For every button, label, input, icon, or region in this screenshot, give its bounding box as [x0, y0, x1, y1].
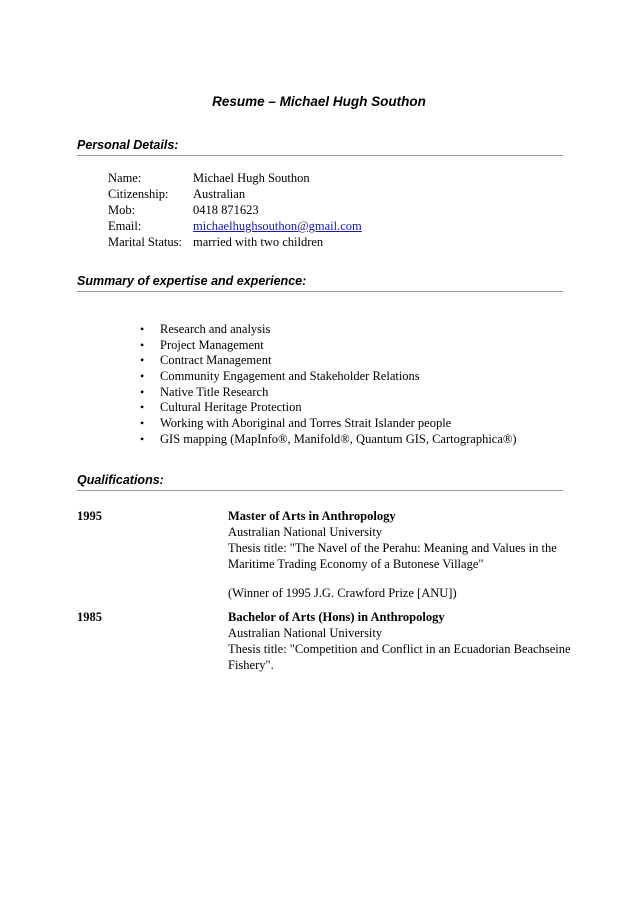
qualification-degree: Bachelor of Arts (Hons) in Anthropology — [228, 610, 445, 624]
document-title: Resume – Michael Hugh Southon — [212, 94, 426, 109]
list-item-text: Native Title Research — [160, 384, 269, 399]
detail-label: Marital Status: — [108, 235, 182, 249]
list-item — [140, 384, 517, 400]
qualification-year: 1985 — [77, 610, 102, 624]
email-value — [193, 218, 362, 234]
list-item — [140, 321, 517, 337]
detail-row-email — [108, 218, 362, 234]
list-item-text: Contract Management — [160, 353, 272, 368]
qualification-thesis-line-1: Thesis title: "Competition and Conflict in an Ecuadorian Beachseine — [228, 642, 571, 656]
qualifications-heading: Qualifications: — [77, 473, 563, 491]
detail-value: Australian — [193, 187, 246, 201]
detail-label: Mob: — [108, 203, 136, 217]
list-item-text: Community Engagement and Stakeholder Relations — [160, 369, 420, 384]
list-item-text: Working with Aboriginal and Torres Strait Islander people — [160, 416, 452, 431]
list-item-text: Project Management — [160, 337, 264, 352]
personal-details-table — [108, 170, 362, 250]
skills-list — [140, 321, 517, 447]
list-item — [140, 415, 517, 431]
qualification-degree: Master of Arts in Anthropology — [228, 509, 396, 523]
detail-label: Name: — [108, 171, 142, 185]
qualification-body — [228, 609, 598, 673]
list-item-text: Cultural Heritage Protection — [160, 400, 302, 415]
bullet-icon: • — [140, 353, 145, 368]
qualification-institution: Australian National University — [228, 626, 383, 640]
bullet-icon: • — [140, 337, 145, 352]
bullet-icon: • — [140, 384, 145, 399]
list-item — [140, 399, 517, 415]
bullet-icon: • — [140, 322, 145, 336]
qualification-thesis-line-2: Maritime Trading Economy of a Butonese Village" — [228, 557, 484, 571]
bullet-icon: • — [140, 431, 145, 446]
detail-row-mobile — [108, 202, 362, 218]
list-item — [140, 352, 517, 368]
list-item-text: GIS mapping (MapInfo®, Manifold®, Quantum GIS, Cartographica®) — [160, 431, 517, 446]
detail-label: Email: — [108, 219, 142, 233]
bullet-icon: • — [140, 369, 145, 384]
list-item — [140, 368, 517, 384]
detail-value: Michael Hugh Southon — [193, 171, 310, 185]
spacer — [228, 572, 598, 585]
personal-details-heading: Personal Details: — [77, 138, 563, 156]
qualification-thesis-line-1: Thesis title: "The Navel of the Perahu: Meaning and Values in the — [228, 541, 557, 555]
detail-label: Citizenship: — [108, 187, 169, 201]
detail-row-citizenship — [108, 186, 362, 202]
list-item — [140, 431, 517, 447]
qualification-institution: Australian National University — [228, 525, 383, 539]
bullet-icon: • — [140, 416, 145, 431]
qualification-year: 1995 — [77, 509, 102, 523]
bullet-icon: • — [140, 400, 145, 415]
list-item-text: Research and analysis — [160, 322, 271, 336]
detail-value: 0418 871623 — [193, 203, 259, 217]
detail-row-marital-status — [108, 234, 362, 250]
email-link[interactable]: michaelhughsouthon@gmail.com — [193, 219, 362, 233]
qualification-thesis-line-2: Fishery". — [228, 658, 274, 672]
list-item — [140, 337, 517, 353]
qualification-body — [228, 508, 598, 601]
detail-value: married with two children — [193, 235, 324, 249]
detail-row-name — [108, 170, 362, 186]
qualification-note: (Winner of 1995 J.G. Crawford Prize [ANU]) — [228, 586, 457, 600]
summary-heading: Summary of expertise and experience: — [77, 274, 563, 292]
